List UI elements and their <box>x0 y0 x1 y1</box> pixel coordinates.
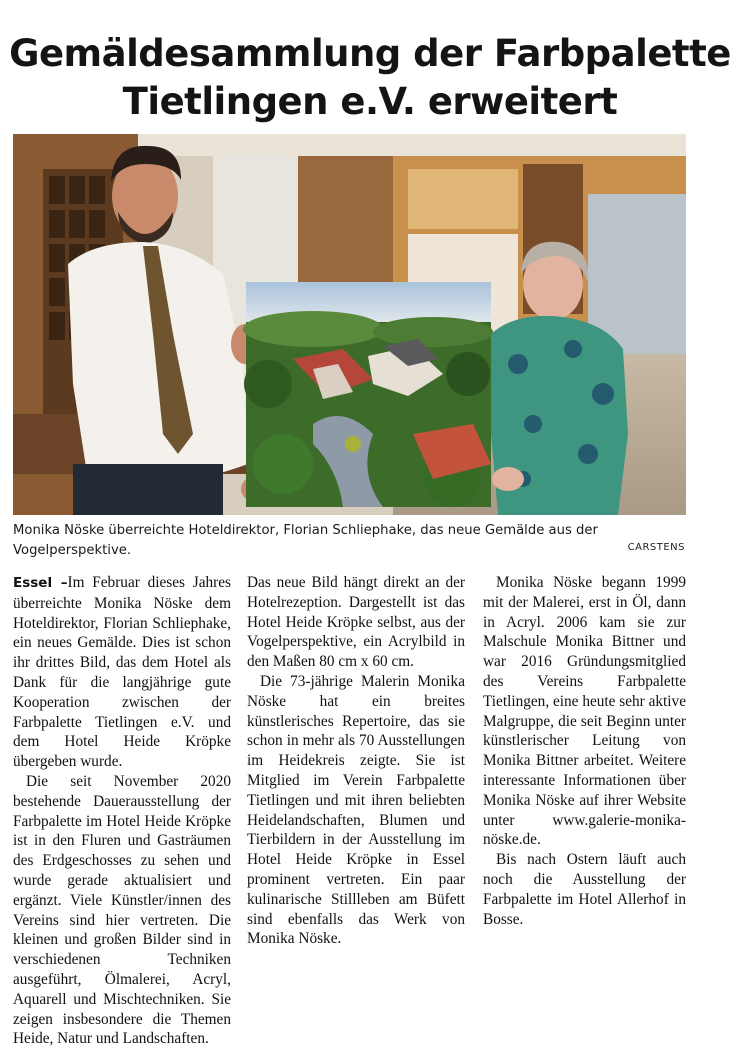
article-photo <box>13 134 686 515</box>
article-paragraph: Bis nach Ostern läuft auch noch die Ausstellung der Farbpalette im Hotel Allerhof in Bosse. <box>483 851 686 928</box>
dateline: Essel – <box>13 575 68 591</box>
article-paragraph: Das neue Bild hängt direkt an der Hotelrezeption. Dargestellt ist das Hotel Heide Kröpke selbst, aus der Vogelperspektive, ein Acrylbild in den Maßen 80 cm x 60 cm. <box>247 574 465 671</box>
painting <box>243 282 493 507</box>
paragraph-text: Im Februar dieses Jahres überreichte Monika Nöske dem Hoteldirektor, Florian Schliephake, ein neues Gemälde. Dies ist schon ihr drittes Bild, das dem Hotel als Dank für die langjährige gute Kooperation zwischen der Farbpalette Tietlingen e.V. und dem Hotel Heide Kröpke übergeben wurde. <box>13 574 231 771</box>
article-paragraph: Die 73-jährige Malerin Monika Nöske hat ein breites künstlerisches Repertoire, das sie schon in mehr als 70 Ausstellungen im Heidekreis zeigte. Sie ist Mitglied im Verein Farbpalette Tietlingen und mit ihren beliebten Heidelandschaften, Blumen und Tierbildern in der Ausstellung im Hotel Heide Kröpke in Essel prominent vertreten. Ein paar kulinarische Stillleben am Büfett sind ebenfalls das Werk von Monika Nöske. <box>247 672 465 948</box>
headline-line-2: Tietlingen e.V. erweitert <box>122 80 618 123</box>
article-paragraph: Monika Nöske begann 1999 mit der Malerei, erst in Öl, dann in Acryl. 2006 kam sie zur Malschule Monika Bittner und war 2016 Gründungsmitglied des Vereins Farbpalette Tietlingen, eine heute sehr aktive Malgruppe, die seit Beginn unter künstlerischer Leitung von Monika Bittner arbeitet. Weitere interessante Informationen über Monika Nöske auf ihrer Website unter www.galerie-monika-nöske.de. <box>483 574 686 849</box>
photo-credit: CARSTENS <box>627 542 685 553</box>
headline <box>0 30 740 126</box>
headline-line-1: Gemäldesammlung der Farbpalette <box>9 32 731 75</box>
photo-caption: Monika Nöske überreichte Hoteldirektor, Florian Schliephake, das neue Gemälde aus der Vogelperspektive. <box>13 523 598 558</box>
article-paragraph: Die seit November 2020 bestehende Dauerausstellung der Farbpalette im Hotel Heide Kröpke ist in den Fluren und Gasträumen des Erdgeschosses zu sehen und wurde gerade aktualisiert und ergänzt. Viele Künstler/innen des Vereins sind hier vertreten. Die kleinen und großen Bilder sind in verschiedenen Techniken ausgeführt, Ölmalerei, Acryl, Aquarell und Mischtechniken. Sie zeigen insbesondere die Themen Heide, Natur und Landschaften. <box>13 772 231 1048</box>
article-column-3 <box>483 573 686 929</box>
article-paragraph <box>13 573 231 772</box>
photo-illustration <box>13 134 686 515</box>
article-column-1 <box>13 573 231 1049</box>
article-column-2 <box>247 573 465 949</box>
